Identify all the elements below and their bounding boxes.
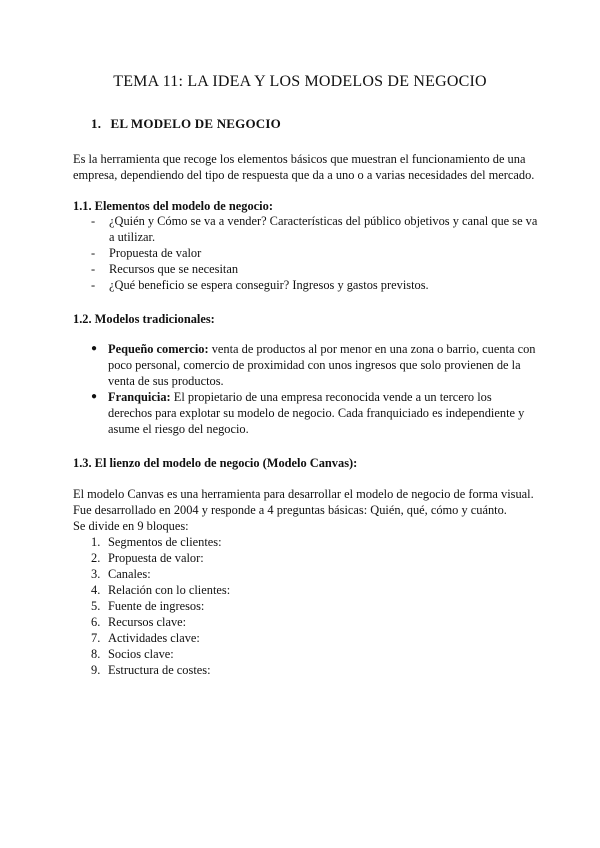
bullet-marker: ●	[91, 391, 98, 402]
subsection-1-heading: 1.1. Elementos del modelo de negocio:	[73, 199, 273, 213]
canvas-intro-paragraph	[73, 486, 533, 534]
item-term: Pequeño comercio:	[108, 342, 209, 356]
paragraph-line: El modelo Canvas es una herramienta para desarrollar el modelo de negocio de forma visual.	[73, 487, 534, 501]
list-item	[91, 550, 230, 566]
paragraph-line: Se divide en 9 bloques:	[73, 519, 189, 533]
section-intro-paragraph	[73, 151, 533, 183]
list-item	[91, 261, 541, 277]
dash-marker: -	[91, 246, 96, 260]
list-number: 6.	[91, 615, 101, 629]
section-heading	[91, 115, 281, 133]
dash-marker: -	[91, 262, 96, 276]
list-item-line: Propuesta de valor	[109, 246, 202, 260]
list-item-line: asume el riesgo del negocio.	[108, 422, 249, 436]
canvas-blocks-list	[91, 534, 230, 678]
block-label: Recursos clave:	[108, 615, 187, 629]
list-item	[91, 582, 230, 598]
list-item	[91, 662, 230, 678]
section-number: 1.	[91, 116, 102, 131]
list-number: 7.	[91, 631, 101, 645]
list-number: 4.	[91, 583, 101, 597]
list-item	[91, 566, 230, 582]
list-item	[91, 277, 541, 293]
list-item-line: poco personal, comercio de proximidad con unos ingresos que solo provienen de la	[108, 358, 521, 372]
block-label: Relación con lo clientes:	[108, 583, 231, 597]
list-item-line: venta de sus productos.	[108, 374, 224, 388]
block-label: Fuente de ingresos:	[108, 599, 205, 613]
item-text: El propietario de una empresa reconocida vende a un tercero los	[173, 390, 492, 404]
list-number: 3.	[91, 567, 101, 581]
subsection-3-heading: 1.3. El lienzo del modelo de negocio (Modelo Canvas):	[73, 456, 358, 470]
list-item-line: ¿Qué beneficio se espera conseguir? Ingresos y gastos previstos.	[109, 278, 429, 292]
block-label: Estructura de costes:	[108, 663, 211, 677]
list-item-line: a utilizar.	[109, 230, 156, 244]
list-item-line: derechos para explotar su modelo de negocio. Cada franquiciado es independiente y	[108, 406, 525, 420]
dash-marker: -	[91, 214, 96, 228]
block-label: Socios clave:	[108, 647, 174, 661]
list-number: 8.	[91, 647, 101, 661]
block-label: Propuesta de valor:	[108, 551, 204, 565]
paragraph-line: Es la herramienta que recoge los elementos básicos que muestran el funcionamiento de una	[73, 152, 526, 166]
list-item	[91, 245, 541, 261]
elements-list	[91, 213, 541, 293]
list-item	[91, 614, 230, 630]
document-title: TEMA 11: LA IDEA Y LOS MODELOS DE NEGOCIO	[113, 73, 487, 90]
list-item-line	[108, 341, 541, 357]
paragraph-line: empresa, dependiendo del tipo de respuesta que da a uno o a varias necesidades del mercado.	[73, 168, 535, 182]
list-item	[91, 598, 230, 614]
list-item	[91, 534, 230, 550]
dash-marker: -	[91, 278, 96, 292]
traditional-models-list	[91, 341, 541, 437]
list-number: 2.	[91, 551, 101, 565]
list-item	[91, 389, 541, 437]
bullet-marker: ●	[91, 343, 98, 354]
list-item	[91, 630, 230, 646]
list-item	[91, 213, 541, 245]
section-title: EL MODELO DE NEGOCIO	[110, 116, 281, 131]
list-item-line	[108, 389, 541, 405]
block-label: Actividades clave:	[108, 631, 200, 645]
list-number: 9.	[91, 663, 101, 677]
list-item	[91, 341, 541, 389]
item-term: Franquicia:	[108, 390, 171, 404]
block-label: Segmentos de clientes:	[108, 535, 222, 549]
list-number: 5.	[91, 599, 101, 613]
item-text: venta de productos al por menor en una zona o barrio, cuenta con	[211, 342, 536, 356]
list-item-line: Recursos que se necesitan	[109, 262, 239, 276]
list-item-line: ¿Quién y Cómo se va a vender? Características del público objetivos y canal que se va	[109, 214, 538, 228]
block-label: Canales:	[108, 567, 151, 581]
list-item	[91, 646, 230, 662]
list-number: 1.	[91, 535, 101, 549]
subsection-2-heading: 1.2. Modelos tradicionales:	[73, 312, 215, 326]
paragraph-line: Fue desarrollado en 2004 y responde a 4 preguntas básicas: Quién, qué, cómo y cuánto.	[73, 503, 507, 517]
